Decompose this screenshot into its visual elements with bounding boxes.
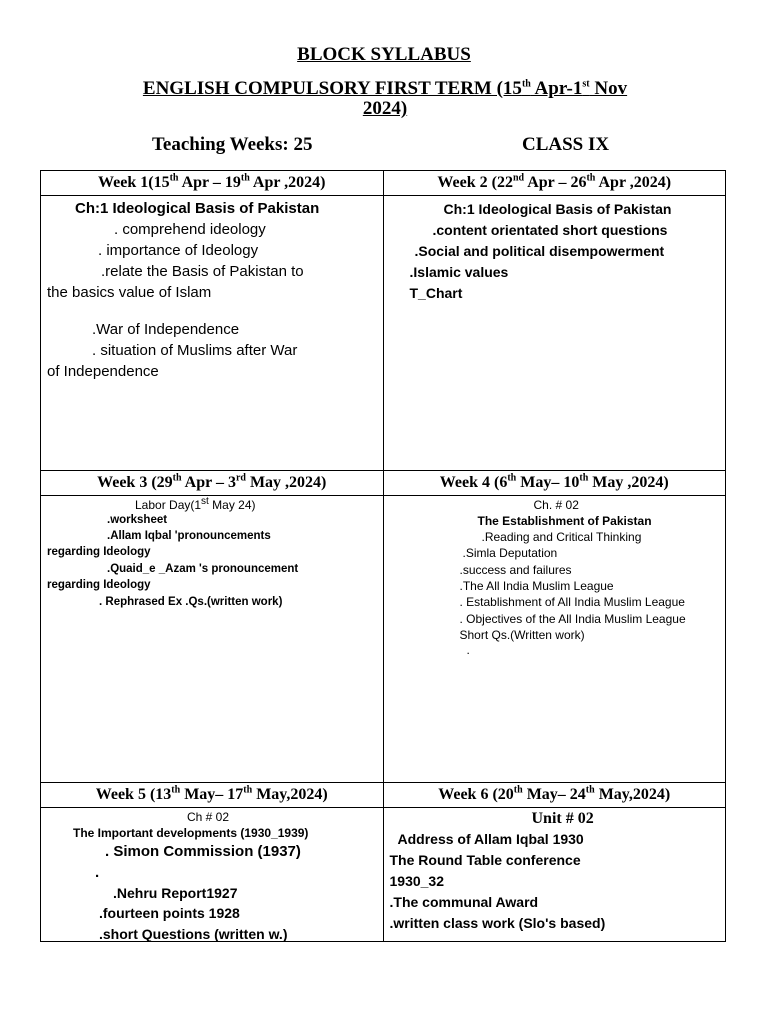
week-2-line: .Islamic values	[409, 264, 509, 280]
week-1-line: Ch:1 Ideological Basis of Pakistan	[75, 200, 320, 217]
week-5-content	[41, 808, 384, 942]
week-2-header: Week 2 (22nd Apr – 26th Apr ,2024)	[383, 171, 726, 196]
week-6-line: Unit # 02	[531, 810, 594, 827]
week-1-line: . importance of Ideology	[98, 242, 259, 259]
week-6-content	[383, 808, 726, 942]
week-4-line: .Reading and Critical Thinking	[481, 530, 642, 544]
week-1-content	[41, 196, 384, 471]
week-3-line: . Rephrased Ex .Qs.(written work)	[99, 596, 283, 608]
page-title: BLOCK SYLLABUS	[297, 44, 471, 65]
week-4-line: .Simla Deputation	[462, 546, 558, 560]
syllabus-table	[40, 170, 726, 942]
week-6-line: The Round Table conference	[389, 852, 581, 868]
week-4-line: . Establishment of All India Muslim League	[459, 595, 685, 609]
week-6-header: Week 6 (20th May– 24th May,2024)	[383, 783, 726, 808]
teaching-weeks: Teaching Weeks: 25	[152, 134, 313, 155]
page-subtitle: ENGLISH COMPULSORY FIRST TERM (15th Apr-1st Nov 2024)	[142, 78, 628, 119]
week-6-line: 1930_32	[389, 873, 445, 889]
week-5-header: Week 5 (13th May– 17th May,2024)	[41, 783, 384, 808]
week-4-line: . Objectives of the All India Muslim League	[459, 612, 686, 626]
week-4-header: Week 4 (6th May– 10th May ,2024)	[383, 471, 726, 496]
week-6-line: .written class work (Slo's based)	[389, 915, 606, 931]
week-1-header: Week 1(15th Apr – 19th Apr ,2024)	[41, 171, 384, 196]
week-4-content	[383, 496, 726, 783]
week-5-line: .Nehru Report1927	[113, 885, 238, 901]
week-4-line: The Establishment of Pakistan	[477, 514, 652, 528]
week-5-line: The Important developments (1930_1939)	[73, 826, 309, 840]
week-1-line: . situation of Muslims after War	[92, 342, 298, 359]
week-3-line: .Quaid_e _Azam 's pronouncement	[107, 563, 299, 575]
class-label: CLASS IX	[522, 134, 610, 155]
week-6-line: .The communal Award	[389, 894, 539, 910]
week-5-line: . Simon Commission (1937)	[105, 843, 301, 860]
week-5-line: .fourteen points 1928	[99, 905, 240, 921]
week-2-content	[383, 196, 726, 471]
week-3-line: regarding Ideology	[47, 546, 151, 558]
week-6-line: Address of Allam Iqbal 1930	[397, 831, 584, 847]
week-5-line: Ch # 02	[187, 810, 230, 824]
week-5-line: .short Questions (written w.)	[99, 926, 288, 942]
week-3-line: .worksheet	[107, 514, 168, 526]
week-3-content	[41, 496, 384, 783]
week-4-line: Ch. # 02	[533, 498, 579, 512]
week-4-line: Short Qs.(Written work)	[459, 628, 585, 642]
week-1-line: the basics value of Islam	[47, 284, 212, 301]
week-2-line: .Social and political disempowerment	[414, 243, 665, 259]
week-3-line: .Allam Iqbal 'pronouncements	[107, 530, 271, 542]
week-4-line: .	[466, 643, 470, 657]
week-3-labor-day: Labor Day(1st May 24)	[135, 496, 256, 512]
week-1-line: . comprehend ideology	[114, 221, 266, 238]
week-4-line: .success and failures	[459, 563, 572, 577]
week-4-line: .The All India Muslim League	[459, 579, 614, 593]
week-2-line: Ch:1 Ideological Basis of Pakistan	[443, 201, 672, 217]
week-3-header: Week 3 (29th Apr – 3rd May ,2024)	[41, 471, 384, 496]
week-1-line: of Independence	[47, 363, 159, 380]
week-1-line: .relate the Basis of Pakistan to	[101, 263, 304, 280]
week-2-line: T_Chart	[409, 285, 463, 301]
week-1-line: .War of Independence	[92, 321, 240, 338]
week-2-line: .content orientated short questions	[432, 222, 668, 238]
week-5-line: .	[95, 864, 100, 881]
week-3-line: regarding Ideology	[47, 579, 151, 591]
